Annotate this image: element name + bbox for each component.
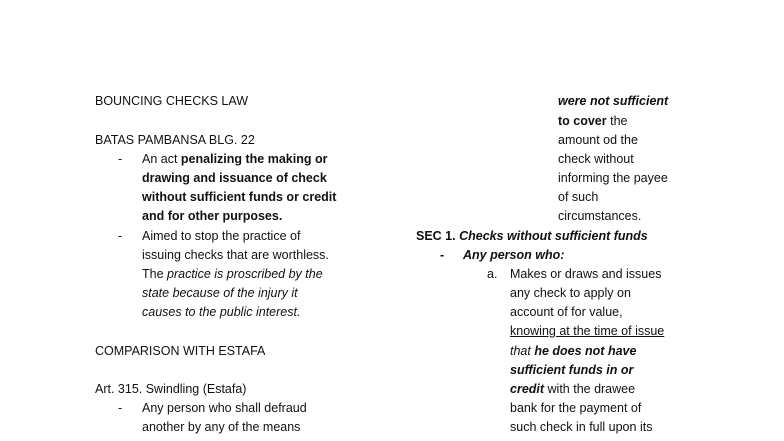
item-a-line9: such check in full upon its (510, 420, 653, 434)
bullet1-text-plain: An act (142, 152, 181, 166)
bullet1-line1 (142, 150, 327, 169)
bullet1-line2: drawing and issuance of check (142, 171, 327, 185)
cont-line4: check without (558, 152, 634, 166)
sec1-title: Checks without sufficient funds (459, 229, 648, 243)
bullet-dash: - (118, 401, 123, 415)
cont-line7: circumstances. (558, 209, 642, 223)
cont-text-bold: to cover (558, 114, 607, 128)
cont-line3: amount od the (558, 133, 638, 147)
bullet2-line1: Aimed to stop the practice of (142, 229, 301, 243)
item-a-line7 (510, 380, 635, 399)
bullet2-line3 (142, 265, 323, 284)
item-a-line4: knowing at the time of issue (510, 324, 665, 338)
bp22-heading: BATAS PAMBANSA BLG. 22 (95, 133, 255, 147)
cont-line5: informing the payee (558, 171, 668, 185)
bullet-dash: - (118, 152, 123, 166)
item-a-line8: bank for the payment of (510, 401, 642, 415)
any-person-heading: Any person who: (463, 248, 565, 262)
item-a-text-plain: with the drawee (544, 382, 636, 396)
bullet2-text-plain: The (142, 267, 168, 281)
bullet2-line5: causes to the public interest. (142, 305, 301, 319)
item-a-line5 (510, 342, 636, 361)
cont-line6: of such (558, 190, 599, 204)
bullet1-line3: without sufficient funds or credit (142, 190, 337, 204)
item-a-text-italic: that (510, 344, 535, 358)
cont-line2 (558, 112, 628, 131)
item-a-text-bold-italic: he does not have (534, 344, 637, 358)
any-person-dash: - (440, 248, 445, 262)
comparison-heading: COMPARISON WITH ESTAFA (95, 344, 266, 358)
cont-text-plain: the (606, 114, 628, 128)
bullet3-line2: another by any of the means (142, 420, 301, 434)
art315-heading: Art. 315. Swindling (Estafa) (95, 382, 247, 396)
bullet2-line4: state because of the injury it (142, 286, 298, 300)
item-a-marker: a. (487, 267, 498, 281)
bullet1-line4: and for other purposes. (142, 209, 283, 223)
bullet2-line2: issuing checks that are worthless. (142, 248, 329, 262)
bullet1-text-bold: penalizing the making or (180, 152, 328, 166)
bullet3-line1: Any person who shall defraud (142, 401, 307, 415)
item-a-text-bold-italic: credit (510, 382, 545, 396)
bullet-dash: - (118, 229, 123, 243)
bullet2-text-italic: practice is proscribed by the (167, 267, 323, 281)
document-title: BOUNCING CHECKS LAW (95, 94, 249, 108)
cont-line1: were not sufficient (558, 94, 669, 108)
item-a-line2: any check to apply on (510, 286, 631, 300)
sec1-heading (416, 227, 648, 246)
item-a-line1: Makes or draws and issues (510, 267, 662, 281)
item-a-line6: sufficient funds in or (510, 363, 634, 377)
sec1-label: SEC 1. (416, 229, 460, 243)
item-a-line3: account of for value, (510, 305, 623, 319)
